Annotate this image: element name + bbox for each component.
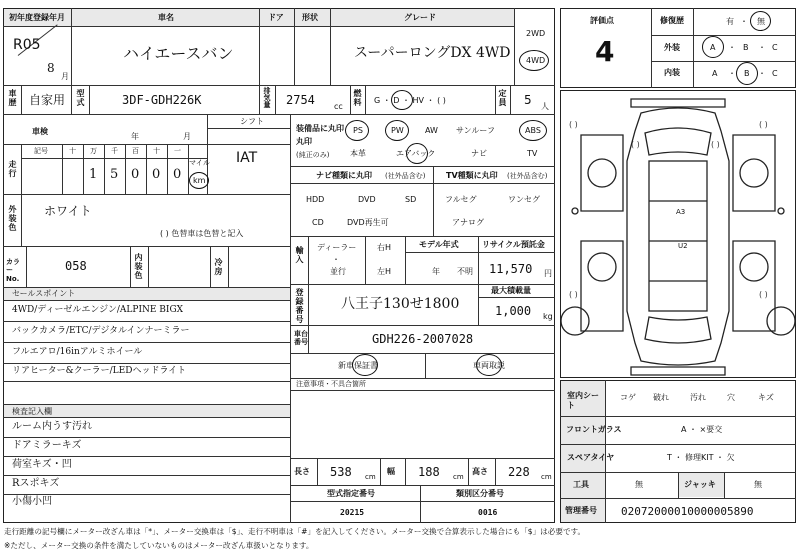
- shaken-month-unit: 月: [183, 132, 191, 141]
- footer-line-2: ※ただし、メーター交換の条件を満たしていないものはメーター改ざん車扱いとなります。: [4, 541, 314, 550]
- displacement-label: 排気量: [263, 87, 271, 108]
- grade-label: グレード: [404, 13, 436, 22]
- tv-sub: (社外品含む): [507, 172, 548, 180]
- interior-grade-label: 内装: [664, 68, 680, 77]
- type-cert-label: 型式指定番号: [327, 489, 375, 498]
- score-label: 評価点: [590, 16, 614, 25]
- mgmt-label: 管理番号: [565, 506, 597, 515]
- interior-grade-dot1: ・: [728, 69, 736, 78]
- displacement-value: 2754: [286, 93, 315, 107]
- selling-point-item: 4WD/ディーゼルエンジン/ALPINE BIGX: [12, 305, 184, 315]
- tv-option: アナログ: [452, 218, 484, 227]
- jack-value: 無: [754, 480, 762, 489]
- navi-option: DVD: [358, 195, 376, 204]
- model-year-unit: 年: [432, 267, 440, 276]
- seat-option: 穴: [727, 393, 735, 402]
- airbag-circle: [406, 143, 428, 164]
- exterior-grade-a: A: [710, 43, 716, 52]
- fuel-options: G ・ D ・ HV ・ ( ): [374, 96, 446, 105]
- repair-no-circle: [750, 11, 771, 31]
- svg-text:( ): ( ): [759, 120, 768, 129]
- equipment-label: 装備品に丸印: [296, 124, 344, 133]
- mileage-place-label: 百: [132, 147, 139, 155]
- mileage-place-label: 一: [174, 147, 181, 155]
- equipment-option: サンルーフ: [456, 126, 495, 135]
- type-cert-value: 20215: [340, 508, 365, 517]
- manual-label: 車両取説: [473, 361, 505, 370]
- displacement-unit: cc: [334, 102, 343, 111]
- height-label: 高さ: [472, 467, 488, 476]
- mileage-digit: 1: [89, 167, 98, 182]
- recycle-label: リサイクル預託金: [482, 240, 545, 249]
- tv-label: TV種類に丸印: [446, 171, 498, 180]
- equipment-option: エアバック: [396, 149, 436, 158]
- score-value: 4: [595, 35, 615, 68]
- usage-value: 自家用: [29, 93, 66, 107]
- navi-option: CD: [312, 218, 324, 227]
- tools-label: 工具: [573, 480, 589, 489]
- svg-text:( ): ( ): [569, 120, 578, 129]
- mileage-place-label: 万: [90, 147, 97, 155]
- svg-text:( ): ( ): [759, 290, 768, 299]
- color-no-label: カラーNo.: [6, 258, 20, 283]
- seat-option: 汚れ: [690, 393, 706, 402]
- mileage-place-label: 十: [69, 147, 76, 155]
- equipment-sub: (純正のみ): [296, 151, 330, 159]
- shaken-year-unit: 年: [131, 132, 139, 141]
- seat-option: キズ: [758, 393, 774, 402]
- length-unit: cm: [365, 473, 376, 481]
- recycle-value: 11,570: [489, 262, 533, 276]
- exterior-color-label: 外装色: [8, 205, 17, 232]
- repair-yes: 有: [726, 17, 734, 26]
- chassis-label: 車台番号: [294, 330, 308, 347]
- class-label: 類別区分番号: [456, 489, 504, 498]
- tv-option: ワンセグ: [508, 195, 540, 204]
- capacity-value: 5: [524, 93, 532, 107]
- exterior-grade-label: 外装: [664, 43, 680, 52]
- model-code: 3DF-GDH226K: [122, 93, 202, 107]
- plate-label: 登録番号: [295, 288, 304, 324]
- model-code-label: 型式: [76, 89, 85, 107]
- equipment-option: ABS: [525, 126, 541, 135]
- interior-grade-a: A: [712, 69, 718, 78]
- capacity-label: 定員: [498, 89, 507, 107]
- length-value: 538: [330, 465, 352, 479]
- abs-circle: [519, 120, 547, 141]
- km-circle: [189, 172, 209, 189]
- warranty-label: 新車保証書: [338, 361, 378, 370]
- mileage-digit: 0: [131, 167, 140, 182]
- spare-label: スペアタイヤ: [567, 453, 615, 462]
- shift-label: シフト: [240, 117, 264, 126]
- equipment-option: PS: [353, 126, 363, 135]
- navi-option: DVD再生可: [347, 218, 389, 227]
- import-right-h: 右H: [377, 243, 392, 252]
- interior-color-label: 内装色: [134, 253, 143, 280]
- selling-points-label: セールスポイント: [12, 289, 76, 298]
- diagram-mark-u2: U2: [678, 242, 688, 250]
- pw-circle: [385, 120, 409, 141]
- import-left-h: 左H: [377, 267, 392, 276]
- length-label: 長さ: [294, 467, 310, 476]
- reg-year-label: 初年度登録年月: [9, 13, 65, 22]
- drive-2wd: 2WD: [526, 29, 546, 38]
- height-value: 228: [508, 465, 530, 479]
- seat-option: コゲ: [620, 393, 636, 402]
- mileage-digit: 0: [173, 167, 182, 182]
- interior-b-circle: [736, 62, 758, 85]
- plate-value: 八王子130せ1800: [341, 296, 460, 312]
- model-name-label: 車名: [158, 13, 174, 22]
- equipment-option: ナビ: [471, 149, 487, 158]
- door-label: ドア: [268, 13, 284, 22]
- exterior-color-note: ( ) 色替車は色替と記入: [160, 229, 244, 238]
- exterior-a-circle: [702, 36, 724, 58]
- interior-grade-dot2: ・: [758, 69, 766, 78]
- selling-point-item: フルエアロ/16inアルミホイール: [12, 347, 143, 357]
- mileage-place-label: 千: [111, 147, 118, 155]
- equipment-option: PW: [391, 126, 404, 135]
- fuel-label: 燃料: [353, 89, 362, 107]
- mileage-digit: 0: [152, 167, 161, 182]
- mile-label: マイル: [189, 159, 210, 167]
- model-name: ハイエースバン: [123, 44, 234, 63]
- seat-label: 室内シート: [567, 391, 599, 411]
- fuel-diesel-circle: [391, 90, 413, 110]
- footer-line-1: 走行距離の記号欄にメーター改ざん車は「*」、メーター交換車は「$」、走行不明車は「#」を記入してください。メーター交換で合算表示した場合にも「$」は必要です。: [4, 527, 586, 536]
- navi-label: ナビ種類に丸印: [316, 171, 372, 180]
- cooler-label: 冷房: [214, 258, 223, 276]
- repair-no: 無: [757, 17, 765, 26]
- exterior-grade-c: C: [772, 43, 778, 52]
- interior-grade-c: C: [772, 69, 778, 78]
- shaken-label: 車検: [32, 127, 48, 136]
- model-year-value: 不明: [457, 267, 473, 276]
- exterior-color-value: ホワイト: [44, 204, 92, 218]
- seat-option: 破れ: [653, 393, 669, 402]
- mgmt-value: 02072000010000005890: [621, 505, 754, 518]
- grade-value: スーパーロングDX 4WD: [354, 45, 511, 61]
- import-dot: ・: [332, 255, 340, 264]
- equipment-option: AW: [425, 126, 438, 135]
- drive-4wd: 4WD: [526, 56, 546, 65]
- max-load-label: 最大積載量: [491, 286, 531, 295]
- svg-text:( ): ( ): [569, 290, 578, 299]
- drive-4wd-circle: [519, 50, 549, 71]
- mileage-digit: 5: [110, 167, 119, 182]
- glass-options: A ・ ×要交: [681, 425, 723, 434]
- vehicle-damage-diagram: [561, 91, 795, 377]
- class-value: 0016: [478, 508, 498, 517]
- repair-dot: ・: [740, 17, 748, 26]
- interior-grade-b: B: [744, 69, 750, 78]
- jack-label: ジャッキ: [684, 480, 716, 489]
- notes-label: 注意事項・不具合箇所: [296, 380, 366, 388]
- reg-month-unit: 月: [61, 72, 69, 81]
- manual-circle: [476, 354, 502, 376]
- inspector-note-item: Rスポキズ: [12, 478, 60, 489]
- glass-label: フロントガラス: [566, 425, 622, 434]
- usage-label: 車歴: [8, 89, 17, 107]
- svg-text:( ): ( ): [711, 140, 720, 149]
- inspector-note-item: ルーム内うす汚れ: [12, 421, 92, 432]
- navi-option: SD: [405, 195, 417, 204]
- chassis-value: GDH226-2007028: [372, 332, 474, 346]
- import-dealer: ディーラー: [317, 243, 357, 252]
- width-label: 幅: [387, 467, 395, 476]
- exterior-grade-dot2: ・: [758, 43, 766, 52]
- svg-text:( ): ( ): [631, 140, 640, 149]
- model-year-label: モデル年式: [419, 240, 459, 249]
- equipment-label-2: 丸印: [296, 137, 312, 146]
- mileage-label: 走行: [8, 160, 17, 178]
- diagram-mark-a3: A3: [676, 208, 686, 216]
- tv-option: フルセグ: [445, 195, 477, 204]
- repair-label: 修復歴: [660, 16, 684, 25]
- tools-value: 無: [635, 480, 643, 489]
- width-unit: cm: [453, 473, 464, 481]
- navi-option: HDD: [306, 195, 325, 204]
- inspector-note-item: 小傷小凹: [12, 496, 52, 507]
- spare-options: T ・ 修理KIT ・ 欠: [667, 453, 735, 462]
- color-no-value: 058: [65, 259, 87, 273]
- inspector-note-item: ドアミラーキズ: [12, 440, 82, 451]
- width-value: 188: [418, 465, 440, 479]
- shift-value: IAT: [236, 150, 258, 166]
- inspector-note-item: 荷室キズ・凹: [12, 459, 72, 470]
- equipment-option: TV: [527, 149, 538, 158]
- selling-point-item: リアヒーター&クーラー/LEDヘッドライト: [12, 366, 187, 376]
- capacity-unit: 人: [541, 102, 549, 111]
- equipment-option: 本革: [350, 149, 366, 158]
- selling-point-item: バックカメラ/ETC/デジタルインナーミラー: [12, 326, 190, 336]
- height-unit: cm: [541, 473, 552, 481]
- recycle-unit: 円: [544, 269, 552, 278]
- km-label: km: [193, 176, 206, 185]
- exterior-grade-b: B: [743, 43, 749, 52]
- max-load-unit: kg: [543, 312, 553, 321]
- inspector-notes-label: 検査記入欄: [12, 407, 52, 416]
- ps-circle: [345, 120, 369, 141]
- navi-sub: (社外品含む): [385, 172, 426, 180]
- reg-era: R05: [13, 37, 41, 53]
- mileage-mark-label: 記号: [34, 147, 48, 155]
- mileage-place-label: 十: [153, 147, 160, 155]
- shape-label: 形状: [302, 13, 318, 22]
- import-parallel: 並行: [330, 267, 346, 276]
- exterior-grade-dot1: ・: [728, 43, 736, 52]
- import-label: 輸入: [295, 246, 304, 264]
- reg-month: 8: [47, 61, 55, 75]
- max-load-value: 1,000: [495, 304, 532, 318]
- warranty-circle: [352, 354, 378, 376]
